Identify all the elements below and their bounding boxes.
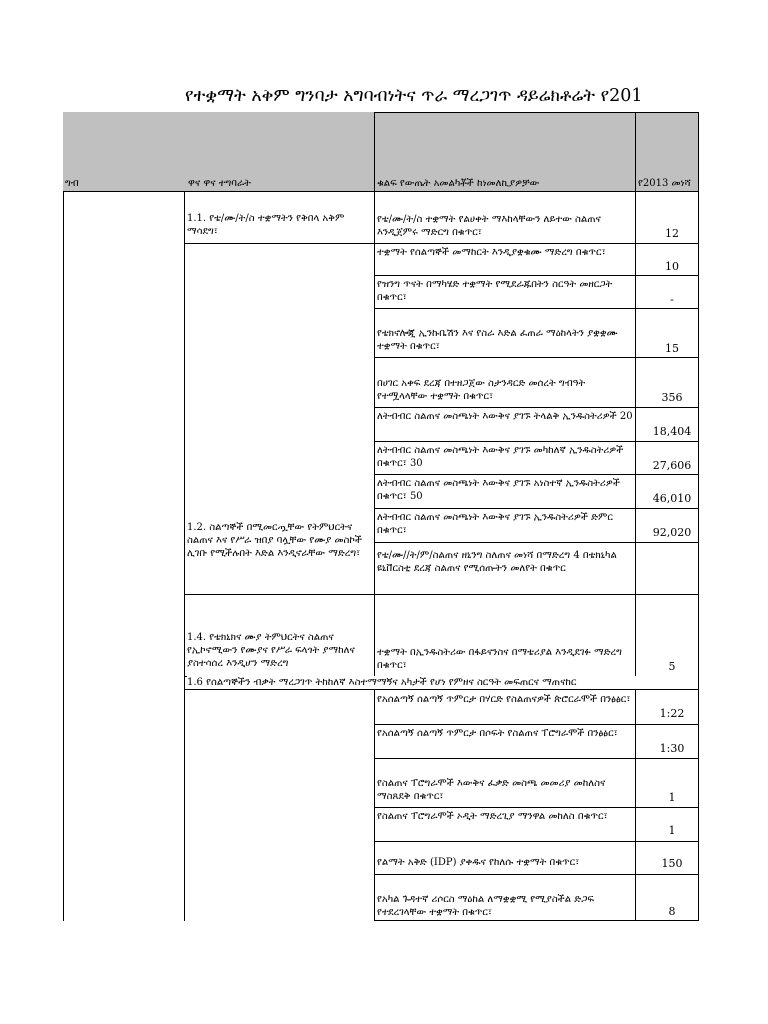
table-border: [374, 508, 699, 509]
table-border: [374, 474, 699, 475]
indicator-value: 5: [668, 660, 676, 673]
table-border: [374, 407, 699, 408]
indicator-value: 46,010: [652, 492, 692, 505]
table-border: [184, 689, 374, 690]
indicator-value: 150: [661, 857, 683, 870]
indicator-cell: የአሰልጣኝ ሰልጣኝ ጥምርታ በሶፍት የስልጠና ፐሮግራሞች በንፅፅር፣: [377, 728, 618, 739]
table-border: [374, 758, 699, 759]
indicator-value: 12: [665, 227, 679, 240]
table-border: [374, 112, 375, 192]
indicator-cell: የቴክኖሎጂ ኢንኩቤሽን እና የስራ እድል ፈጠራ ማዕከላትን ያቋቋሙ ተቋማት በቁጥር፣: [377, 328, 618, 352]
table-border: [374, 920, 699, 921]
table-border: [374, 841, 699, 842]
indicator-cell: ለትብብር ስልጠና መስጫነት እውቅና ያገኙ መካከለኛ ኢንዱስትሪዎች በቁጥር፣ 30: [377, 445, 624, 469]
table-border: [698, 112, 699, 192]
indicator-value: 356: [661, 391, 683, 404]
table-border: [63, 191, 64, 921]
indicator-value: 15: [665, 342, 679, 355]
table-border: [374, 724, 699, 725]
indicator-value: -: [670, 293, 674, 306]
indicator-value: 1:22: [659, 707, 685, 720]
header-year: የ2013 መነሻ: [638, 178, 691, 189]
indicator-cell: የዝንግ ጥናት በማካሄድ ተቋማት የሚደራጁበትን ስርዓት መዘርጋት በቁጥር፣: [377, 279, 613, 303]
page-title: የተቋማት አቅም ግንባታ አግባብነትና ጥራ ማረጋገጥ ዳይሬክቶሬት የ201: [185, 86, 643, 106]
indicator-cell: ለትብብር ስልጠና መስጫነት እውቅና ያገኙ አነስተኛ ኢንዱስትሪዎች በቁጥር፣ 50: [377, 478, 620, 502]
table-border: [374, 275, 699, 276]
indicator-cell: የቴ/ሙ/ት/ስ ተቋማት የልሀቀት ማእከላቸውን ለይተው ስልጠና እንዲጀምሩ ማድርግ በቁጥር፣: [377, 214, 601, 238]
indicator-value: 27,606: [652, 459, 692, 472]
table-border: [374, 807, 699, 808]
table-border: [374, 357, 699, 358]
indicator-cell: የአካል ጉዳተኛ ሪሶርስ ማዕከል ለማቋቋሚ የሚያስችል ድጋፍ የተደረገላቸው ተቋማት በቁጥር፣: [377, 894, 594, 918]
indicator-cell: የቴ/ሙ//ት/ም/ስልጠና ዘኒንግ ስለጠና መነሻ በማድረግ 4 በቴክኒካል ዩኒቨርስቲ ደረጃ ስልጠና የሚሰጡትን መለየት በቁጥር: [377, 550, 617, 574]
table-border: [374, 191, 375, 921]
header-goal: ግብ: [65, 178, 79, 189]
indicator-value: 1:30: [659, 742, 685, 755]
table-border: [374, 112, 699, 113]
table-border: [374, 243, 699, 244]
table-border: [374, 542, 699, 543]
indicator-value: 1: [668, 791, 676, 804]
indicator-value: 1: [668, 824, 676, 837]
table-border: [374, 441, 699, 442]
table-border: [374, 874, 699, 875]
table-border: [635, 112, 636, 192]
table-border: [63, 191, 699, 192]
indicator-cell: ተቋማት የሰልጣኞች መማከርት እንዲያቋቁሙ ማድረግ በቁጥር፣: [377, 247, 606, 258]
indicator-cell: ለትብብር ስልጠና መስጫነት እውቅና ያገኙ ትላልቅ ኢንዱስትሪዎች 20: [377, 411, 633, 422]
table-border: [184, 191, 185, 921]
table-border: [374, 594, 699, 595]
activity-cell: 1.6 የሰልጣኞችን ብቃት ማረጋገጥ ትከከለኛ እስተማማኝና አካታች የሆነ የምዘና ስርዓት መፍጠርና ማጠናከር: [187, 676, 698, 689]
indicator-cell: የልማት አቅድ (IDP) ያቀዱና የከለሱ ተቋማት በቁጥር፣: [377, 857, 580, 868]
indicator-cell: የስልጠና ፐሮግራሞች ኦዲት ማድረጊያ ማንዋል መከለስ በቁጥር፣: [377, 811, 608, 822]
header-indicators: ቁልፍ የውጤት አመልካቾች ከነመለኪያዎቻው: [377, 178, 540, 189]
header-activities: ዋና ዋና ተግባራት: [188, 178, 251, 189]
indicator-value: 92,020: [652, 526, 692, 539]
indicator-cell: በሀገር አቀፍ ደረጃ በተዘጋጀው ስታንዳርድ መሰረት ግብዓት የተሟላላቸው ተቋማት በቁጥር፣: [377, 378, 586, 402]
activity-cell: 1.2. ስልጣኞች በሚመርጧቸው የትምህርትና ስልጠና እና የሥራ ዝበያ ባሏቸው የሙያ መስኮች ሊገቡ የሚችሉበት እድል እንዲኖራቸው ማድረግ፣: [187, 522, 362, 559]
table-border: [184, 594, 374, 595]
table-border: [374, 689, 699, 690]
indicator-cell: ለትብብር ስልጠና መስጫነት እውቅና ያገኙ ኢንዱስትሪዎች ድምር በቁጥር፣: [377, 512, 613, 536]
indicator-value: 8: [668, 905, 676, 918]
table-border: [374, 308, 699, 309]
table-border: [184, 243, 374, 244]
indicator-cell: የስልጠና ፐሮግራሞች እውቅና ፈቃድ መስጫ መመሪያ መከለስና ማስጸደቅ በቁጥር፣: [377, 778, 606, 802]
activity-cell: 1.4. የቴክኒክና ሙያ ትምህርትና ስልጠና የኢኮኖሚውን የሙያና የሥራ ፍላጎት ያማከለና ያስተሳሰረ እንዲሆን ማድረግ: [187, 632, 355, 669]
indicator-value: 10: [665, 260, 679, 273]
indicator-cell: የአሰልጣኝ ሰልጣኝ ጥምርታ በሃርድ የስልጠናዎች ጵሮርራሞች በንፅፅር፣: [377, 694, 631, 705]
activity-cell: 1.1. የቴ/ሙ/ት/ስ ተቋማትን የቅበላ አቅም ማሳደግ፣: [187, 213, 345, 237]
indicator-value: 18,404: [652, 425, 692, 438]
indicator-cell: ተቋማት በኢንዱስትሪው በፋይናንስና በማቴሪያል እንዲደገፉ ማድረግ በቁጥር፣: [377, 647, 622, 671]
